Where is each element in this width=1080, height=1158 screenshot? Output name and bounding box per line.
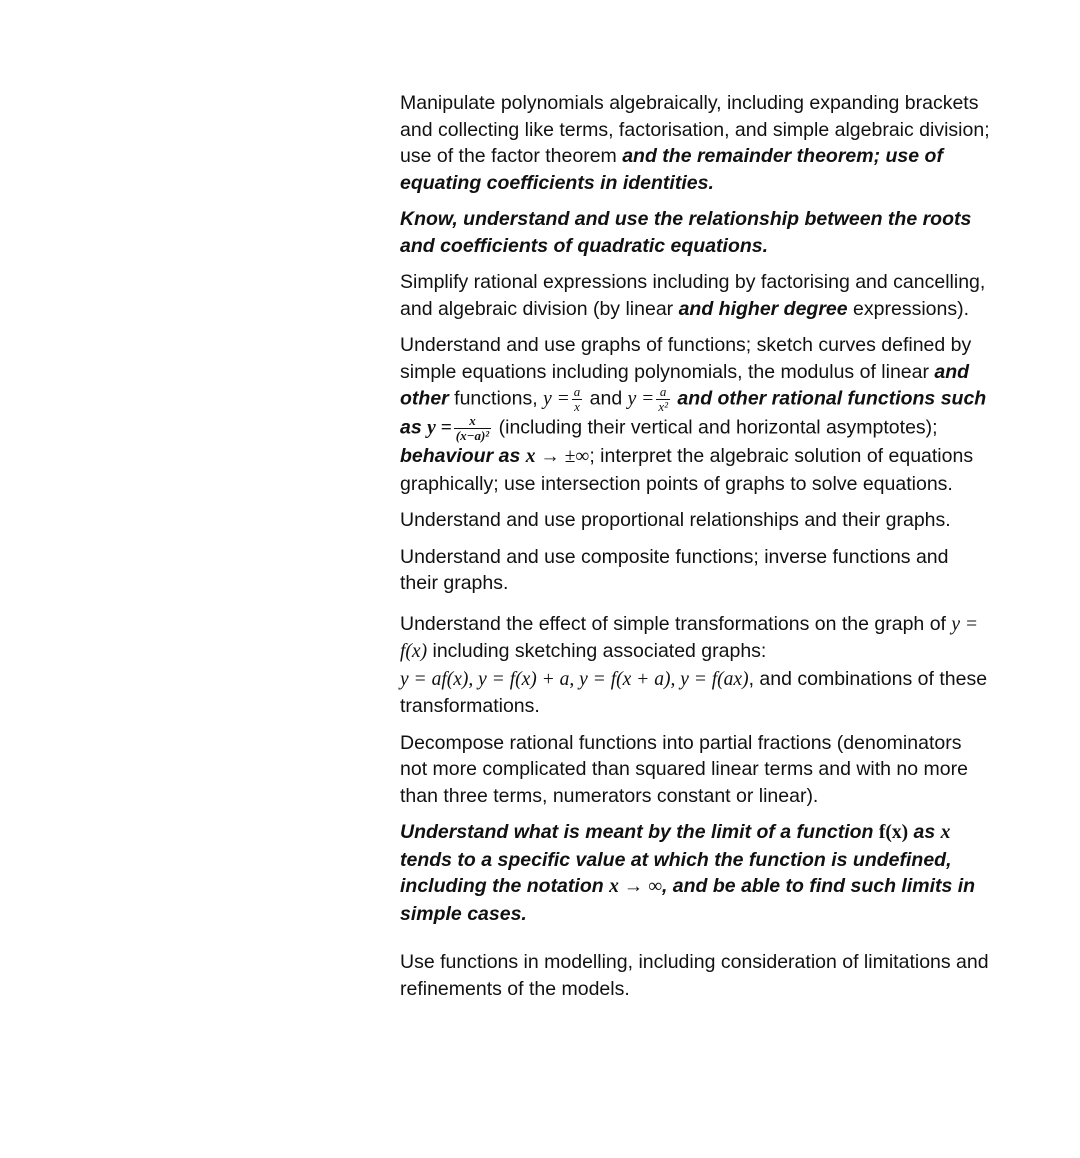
math-expression: f(x) <box>878 822 909 843</box>
math-expression: → ±∞ <box>535 446 590 467</box>
paragraph-transformations <box>400 611 990 720</box>
emphasis-text: and the remainder theorem; use of equating coefficients in identities. <box>400 145 943 194</box>
text: Understand and use proportional relationships and their graphs. <box>400 509 951 531</box>
paragraph-partial-fractions <box>400 730 990 810</box>
paragraph-composite-functions <box>400 544 990 597</box>
spec-content-column <box>400 90 990 1012</box>
math-fraction <box>572 385 583 414</box>
fraction-numerator: a <box>659 384 667 399</box>
emphasis-text: Know, understand and use the relationship between the roots and coefficients of quadratic equations. <box>400 208 972 257</box>
emphasis-text: Understand what is meant by the limit of a function <box>400 821 879 843</box>
emphasis-text: behaviour as <box>400 445 526 467</box>
text: Understand and use composite functions; inverse functions and their graphs. <box>400 545 949 594</box>
text: Understand the effect of simple transformations on the graph of <box>400 612 952 635</box>
fraction-numerator: x <box>469 413 476 428</box>
math-expression: x → ∞ <box>609 876 662 897</box>
math-fraction <box>656 385 670 414</box>
paragraph-proportional-relationships <box>400 507 990 534</box>
text: and <box>584 387 628 410</box>
paragraph-limits <box>400 819 990 927</box>
math-equation: y = <box>543 388 570 410</box>
math-equation: y = <box>427 417 452 439</box>
text: expressions). <box>847 297 970 320</box>
text: , and combinations of these transformations. <box>400 667 988 717</box>
text: Manipulate polynomials algebraically, including expanding brackets and collecting like terms, factorisation, and simple algebraic division; use of the factor theorem <box>400 92 990 167</box>
text: functions, <box>448 387 544 410</box>
text: ; interpret the algebraic solution of equations graphically; use intersection points of graphs to solve equations. <box>400 445 974 495</box>
emphasis-text: and higher degree <box>678 297 848 320</box>
fraction-denominator: x² <box>658 399 669 414</box>
paragraph-polynomials <box>400 90 990 196</box>
text: including sketching associated graphs: <box>427 640 767 662</box>
paragraph-graphs-of-functions <box>400 332 990 497</box>
fraction-denominator: x <box>572 399 583 414</box>
text: Decompose rational functions into partial fractions (denominators not more complicated than squared linear terms and with no more than three terms, numerators constant or linear). <box>400 731 968 807</box>
text: Use functions in modelling, including consideration of limitations and refinements of the models. <box>400 951 989 1000</box>
emphasis-text: and other rational functions such as <box>400 387 987 439</box>
text: Simplify rational expressions including by factorising and cancelling, and algebraic division (by linear <box>400 271 986 320</box>
emphasis-text: and other <box>400 360 970 410</box>
paragraph-rational-expressions <box>400 269 990 322</box>
math-equation: y = <box>627 388 655 410</box>
fraction-numerator: a <box>573 384 581 399</box>
emphasis-text: tends to a specific value at which the function is undefined, including the notation <box>400 848 952 897</box>
math-variable: x <box>940 822 951 843</box>
fraction-denominator: (x−a)² <box>455 428 490 443</box>
paragraph-modelling <box>400 949 990 1002</box>
math-equation: y = f(x) <box>400 613 979 662</box>
emphasis-text: as <box>908 821 941 843</box>
paragraph-roots-coefficients <box>400 206 990 259</box>
text: (including their vertical and horizontal asymptotes); <box>493 416 938 439</box>
text: Understand and use graphs of functions; sketch curves defined by simple equations including polynomials, the modulus of linear <box>400 334 972 383</box>
math-variable: x <box>525 446 536 467</box>
math-fraction <box>454 414 491 443</box>
math-equation-list: y = af(x), y = f(x) + a, y = f(x + a), y = f(ax) <box>400 668 749 690</box>
emphasis-text: , and be able to find such limits in simple cases. <box>400 875 976 925</box>
